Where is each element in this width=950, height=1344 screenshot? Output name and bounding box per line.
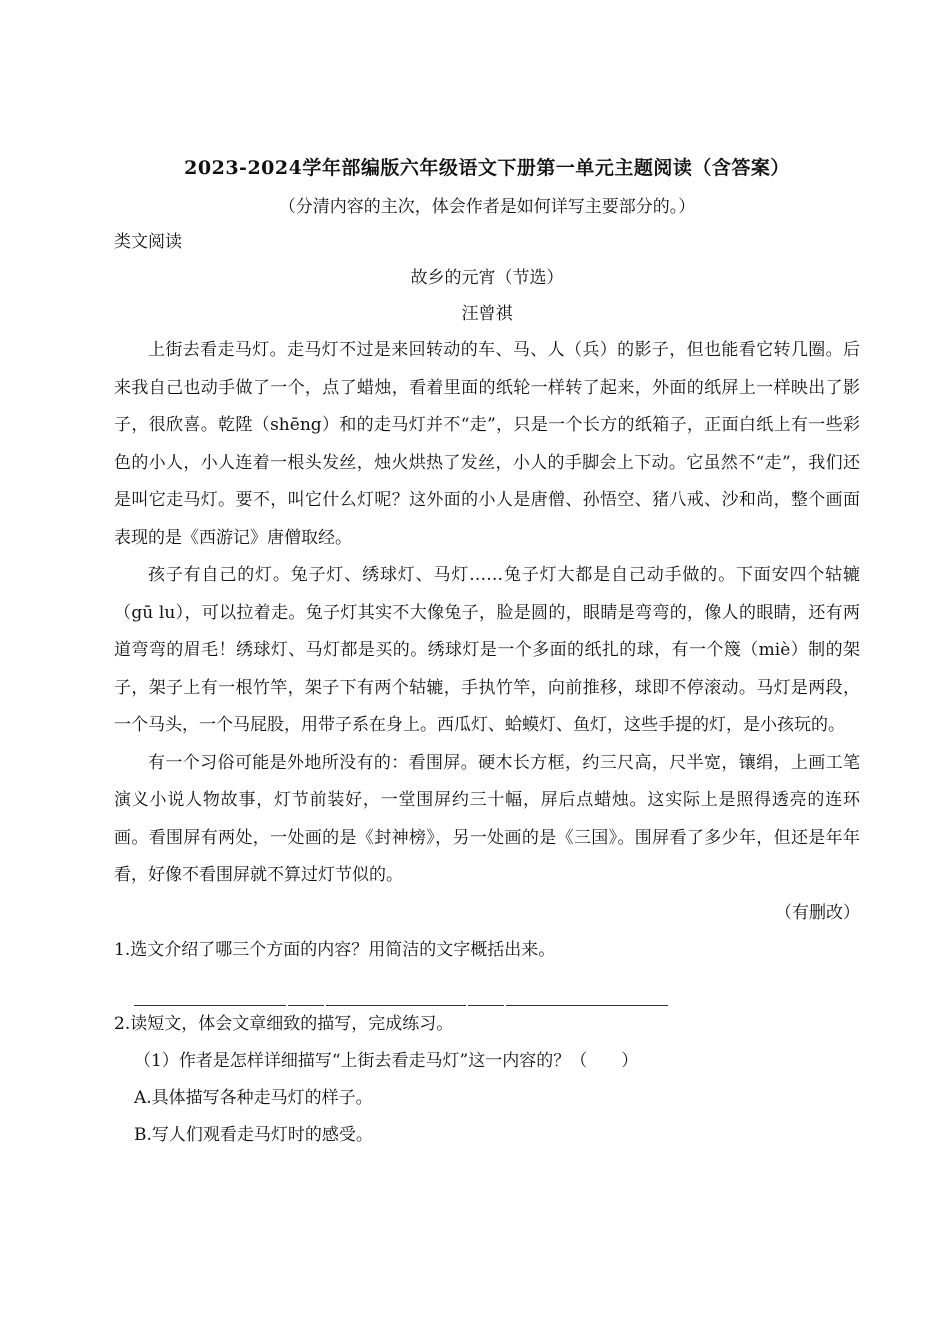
page-title: 2023-2024学年部编版六年级语文下册第一单元主题阅读（含答案）	[184, 157, 790, 179]
page-subtitle: （分清内容的主次，体会作者是如何详写主要部分的。）	[278, 197, 696, 217]
blank-separator	[468, 979, 504, 1006]
article-paragraph-1: 上街去看走马灯。走马灯不过是来回转动的车、马、人（兵）的影子，但也能看它转几圈。后来我自己也动手做了一个，点了蜡烛，看着里面的纸轮一样转了起来，外面的纸屏上一样映出了影子，很欣喜。乾陞（shēng）和的走马灯并不“走”，只是一个长方的纸箱子，正面白纸上有一些彩色的小人，小人连着一根头发丝，烛火烘热了发丝，小人的手脚会上下动。它虽然不“走”，我们还是叫它走马灯。要不，叫它什么灯呢？这外面的小人是唐僧、孙悟空、猪八戒、沙和尚，整个画面表现的是《西游记》唐僧取经。	[114, 340, 860, 548]
section-label: 类文阅读	[114, 232, 182, 252]
option-b[interactable]: B.写人们观看走马灯时的感受。	[134, 1124, 373, 1145]
article-title: 故乡的元宵（节选）	[410, 268, 564, 288]
article-paragraph-3: 有一个习俗可能是外地所没有的：看围屏。硬木长方框，约三尺高，尺半宽，镶绢，上画工笔演义小说人物故事，灯节前装好，一堂围屏约三十幅，屏后点蜡烛。这实际上是照得透亮的连环画。看围屏有两处，一处画的是《封神榜》，另一处画的是《三国》。围屏看了多少年，但还是年年看，好像不看围屏就不算过灯节似的。	[114, 752, 860, 885]
answer-blank-2[interactable]	[326, 979, 466, 1006]
answer-blank-1[interactable]	[134, 979, 286, 1006]
option-a[interactable]: A.具体描写各种走马灯的样子。	[134, 1087, 373, 1108]
question-1: 1.选文介绍了哪三个方面的内容？用简洁的文字概括出来。	[114, 939, 556, 960]
source-note: （有删改）	[775, 902, 860, 923]
question-2-1: （1）作者是怎样详细描写“上街去看走马灯”这一内容的？（ ）	[134, 1050, 639, 1071]
article-author: 汪曾祺	[461, 304, 513, 324]
answer-blanks-q1	[134, 969, 860, 1006]
blank-separator	[288, 979, 324, 1006]
document-page	[114, 150, 860, 1154]
article-paragraph-2: 孩子有自己的灯。兔子灯、绣球灯、马灯……兔子灯大都是自己动手做的。下面安四个轱辘（gū lu），可以拉着走。兔子灯其实不大像兔子，脸是圆的，眼睛是弯弯的，像人的眼睛，还有两道弯弯的眉毛！绣球灯、马灯都是买的。绣球灯是一个多面的纸扎的球，有一个篾（miè）制的架子，架子上有一根竹竿，架子下有两个轱辘，手执竹竿，向前推移，球即不停滚动。马灯是两段，一个马头，一个马屁股，用带子系在身上。西瓜灯、蛤蟆灯、鱼灯，这些手提的灯，是小孩玩的。	[114, 565, 860, 735]
question-2: 2.读短文，体会文章细致的描写，完成练习。	[114, 1013, 454, 1034]
answer-blank-3[interactable]	[506, 979, 668, 1006]
